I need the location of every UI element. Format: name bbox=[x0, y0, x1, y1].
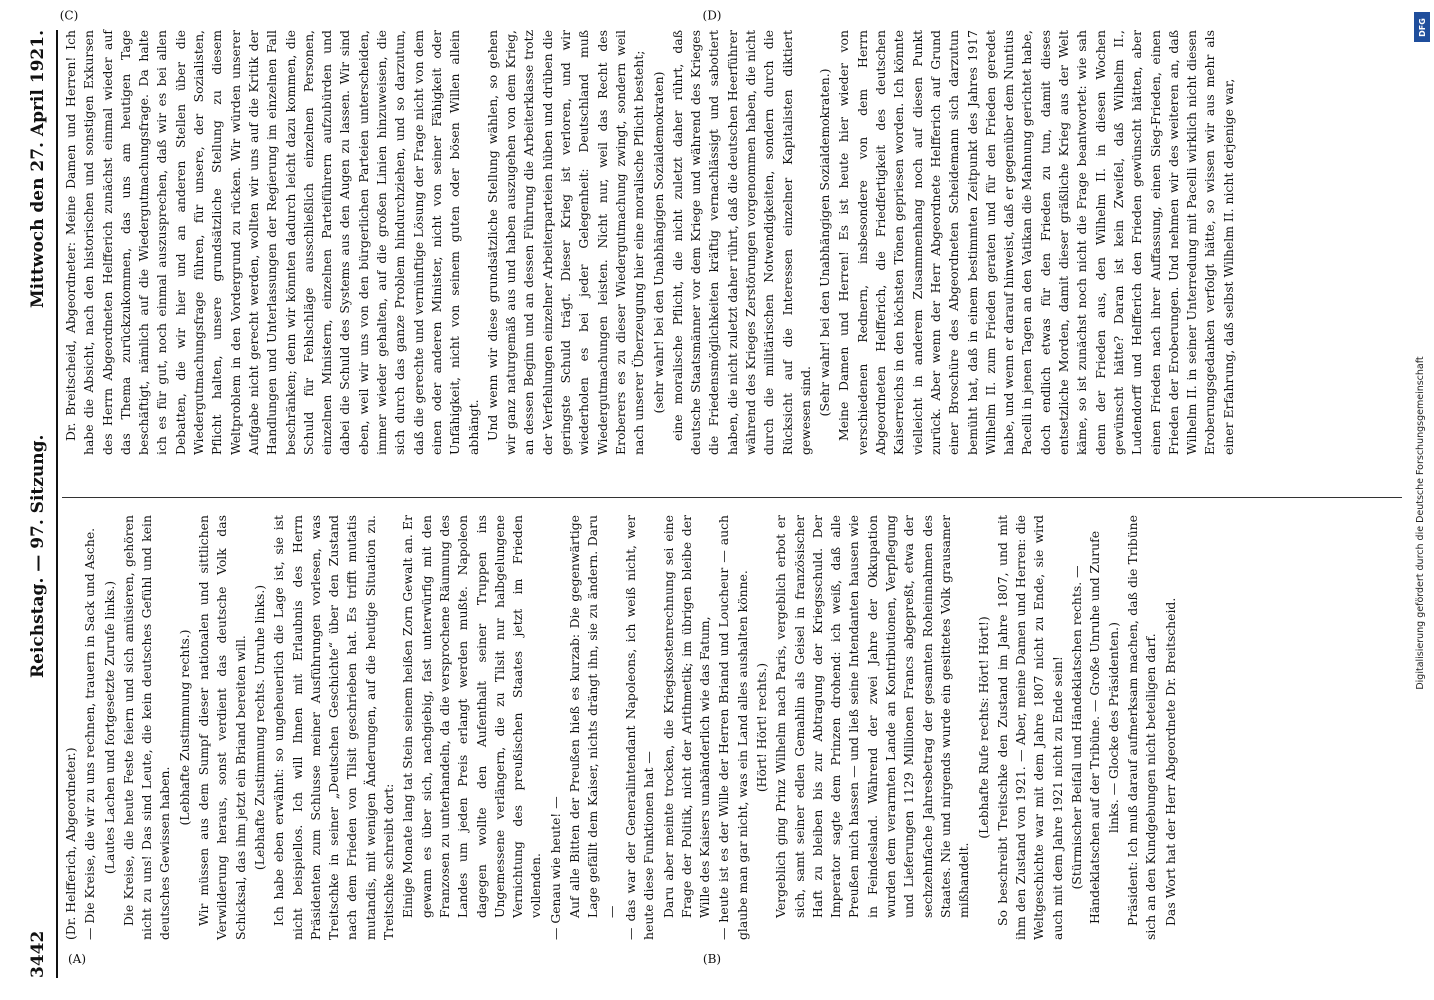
left-column-paragraph: Auf alle Bitten der Preußen hieß es kurzab: Die gegenwärtige Lage gefällt dem Kaiser, nichts drängt ihn, sie zu ändern. Daru — bbox=[567, 515, 619, 918]
left-column-paragraph: — das war der Generalintendant Napoleons, ich weiß nicht, wer heute diese Funktionen hat — bbox=[622, 515, 657, 940]
right-column-paragraph: Und wenn wir diese grundsätzliche Stellung wählen, so gehen wir ganz naturgemäß aus und haben auszugehen von dem Krieg, an dessen Beginn und an dessen Führung die Arbeiterklasse trotz der Verfehlungen einzelner Arbeiterparteien hüben und drüben die geringste Schuld trägt. Dieser Krieg ist verloren, und wir wiederholen es bei jeder Gelegenheit: Deutschland muß Wiedergutmachungen leisten. Nicht nur, weil das Recht des Eroberers es zu dieser Wiedergutmachung zwingt, sondern weil nach unserer Überzeugung hier eine moralische Pflicht besteht; bbox=[484, 30, 647, 455]
left-column-paragraph: Präsident: Ich muß darauf aufmerksam machen, daß die Tribüne sich an den Kundgebungen nicht beteiligen darf. bbox=[1124, 515, 1159, 940]
left-column-paragraph: (Stürmischer Beifall und Händeklatschen rechts. — Händeklatschen auf der Tribüne. — Große Unruhe und Zurufe links. — Glocke des Präsidenten.) bbox=[1069, 530, 1121, 925]
left-column-paragraph: — heute ist es der Wille der Herren Briand und Loucheur — auch glaube man gar nicht, was ein Land alles aushalten könne. bbox=[716, 515, 750, 940]
left-column-paragraph: (Hört! Hört! rechts.) bbox=[753, 662, 769, 793]
left-column-paragraph: — Genau wie heute! — bbox=[547, 796, 563, 940]
left-column-paragraph: Vergeblich ging Prinz Wilhelm nach Paris, vergeblich erbot er sich, samt seiner edlen Gemahlin als Geisel in französischer Haft zu bleiben bis zur Abtragung der Kriegsschuld. Der Imperator sagte dem Prinzen drohend: ich weiß, daß alle Preußen mich hassen — und ließ seine Intendanten hausen wie in Feindesland. Während der zwei Jahre der Okkupation wurden dem verarmten Lande an Kontributionen, Verpflegung und Lieferungen 1129 Millionen Francs abgepreßt, etwa der sechzehnfache Jahresbetrag der gesamten Roheinnahmen des Staates. Nie und nirgends wurde ein gesittetes Volk grausamer mißhandelt. bbox=[773, 515, 972, 918]
left-column-paragraph: So beschreibt Treitschke den Zustand im Jahre 1807, und mit ihm den Zustand von 1921. — Aber, meine Damen und Herren: die Weltgeschichte war mit dem Jahre 1807 nicht zu Ende, sie wird auch mit dem Jahre 1921 nicht zu Ende sein! bbox=[994, 515, 1065, 940]
left-column-paragraph: Einige Monate lang tat Stein seinem heißen Zorn Gewalt an. Er gewann es über sich, nachgiebig, fast unterwürfig mit den Franzosen zu unterhandeln, da die versprochene Räumung des Landes um jeden Preis erlangt werden mußte. Napoleon dagegen wollte den Aufenthalt seiner Truppen ins Ungemessene verlängern, die zu Tilsit nur halbgelungene Vernichtung des preußischen Staates jetzt im Frieden vollenden. bbox=[400, 515, 544, 918]
left-column-paragraph: (Lautes Lachen und fortgesetzte Zurufe links.) bbox=[101, 580, 117, 875]
margin-marker-d: (D) bbox=[702, 8, 722, 23]
page-number: 3442 bbox=[28, 930, 48, 978]
digitization-credit: Digitalisierung gefördert durch die Deutsche Forschungsgemeinschaft bbox=[1415, 356, 1426, 690]
left-column-paragraph: Ich habe eben erwähnt: so ungeheuerlich die Lage ist, sie ist nicht beispiellos. Ich will Ihnen mit Erlaubnis des Herrn Präsidenten zum Schlusse meiner Ausführungen vorlesen, was Treitschke in seiner „Deutschen Geschichte“ über den Zustand nach dem Frieden von Tilsit geschrieben hat. Es trifft mutatis mutandis, mit wenigen Änderungen, auf die heutige Situation zu. Treitschke schreibt dort: bbox=[271, 515, 397, 940]
left-column-paragraph: (Lebhafte Rufe rechts: Hört! Hört!) bbox=[975, 616, 991, 839]
left-column-paragraph: Das Wort hat der Herr Abgeordnete Dr. Breitscheid. bbox=[1162, 597, 1178, 926]
left-column-paragraph: Wir müssen aus dem Sumpf dieser nationalen und sittlichen Verwilderung heraus, sonst verdient das deutsche Volk das Schicksal, das ihm jetzt ein Briand bereiten will. bbox=[196, 515, 248, 940]
left-column-paragraph: (Lebhafte Zustimmung rechts. Unruhe links.) bbox=[251, 584, 267, 871]
digitization-sidebar bbox=[1412, 6, 1432, 994]
dfg-logo: DFG bbox=[1414, 12, 1430, 42]
left-column-paragraph: Die Kreise, die heute Feste feiern und sich amüsieren, gehören nicht zu uns! Das sind Leute, die kein deutsches Gefühl und kein deutsches Gewissen haben. bbox=[120, 515, 173, 940]
left-text-column bbox=[62, 515, 1181, 940]
session-title: Reichstag. — 97. Sitzung. bbox=[28, 434, 48, 678]
right-column-paragraph: (Sehr wahr! bei den Unabhängigen Sozialdemokraten.) bbox=[817, 68, 833, 417]
left-column-paragraph: Daru aber meinte trocken, die Kriegskostenrechnung sei eine Frage der Politik, nicht der Arithmetik; im übrigen bleibe der Wille des Kaisers unabänderlich wie das Fatum, bbox=[660, 515, 713, 918]
left-column-paragraph: — Die Kreise, die wir zu uns rechnen, trauern in Sack und Asche. bbox=[82, 527, 98, 940]
right-column-paragraph: Meine Damen und Herren! Es ist heute hier wieder von verschiedenen Rednern, insbesondere von dem Herrn Abgeordneten Helfferich, die Friedfertigkeit des deutschen Kaiserreichs in den höchsten Tönen gepriesen worden. Ich könnte vielleicht in anderem Zusammenhang noch auf diesen Punkt zurück. Aber wenn der Herr Abgeordnete Helfferich auf Grund einer Broschüre des Abgeordneten Scheidemann sich darzutun bemüht hat, daß in einem bestimmten Zeitpunkt des Jahres 1917 Wilhelm II. zum Frieden geraten und für den Frieden geredet habe, und wenn er darauf hinweist, daß er gegenüber dem Nuntius Pacelli in jenen Tagen an den Vatikan die Mahnung gerichtet habe, doch endlich etwas für den Frieden zu tun, damit dieses entsetzliche Morden, damit dieser gräßliche Krieg aus der Welt käme, so ist zunächst noch nicht die Frage beantwortet: wie sah denn der Frieden aus, den Wilhelm II. in diesen Wochen gewünscht hätte? Daran ist kein Zweifel, daß Wilhelm II., Ludendorff und Helfferich den Frieden gewünscht hätten, aber einen Frieden nach ihrer Auffassung, einen Sieg-Frieden, einen Frieden der Eroberungen. Und nehmen wir des weiteren an, daß Wilhelm II. in seiner Unterredung mit Pacelli wirklich nicht diesen Eroberungsgedanken verfolgt hätte, so wissen wir aus mehr als einer Erfahrung, daß selbst Wilhelm II. nicht derjenige war, bbox=[836, 30, 1236, 455]
page-header bbox=[4, 30, 58, 978]
column-divider bbox=[62, 497, 1402, 498]
right-column-paragraph: (sehr wahr! bei den Unabhängigen Sozialdemokraten) bbox=[650, 71, 666, 414]
left-column-paragraph: (Lebhafte Zustimmung rechts.) bbox=[176, 629, 192, 826]
left-column-paragraph: (Dr. Helfferich, Abgeordneter.) bbox=[63, 747, 78, 940]
margin-marker-c: (C) bbox=[59, 8, 79, 23]
margin-marker-b: (B) bbox=[702, 951, 722, 966]
margin-marker-a: (A) bbox=[67, 951, 87, 966]
right-column-paragraph: eine moralische Pflicht, die nicht zuletzt daher rührt, daß deutsche Staatsmänner vor dem Kriege und während des Krieges die Friedensmöglichkeiten kräftig vernachlässigt und sabotiert haben, die nicht zuletzt daher rührt, daß die deutschen Heerführer während des Krieges Zerstörungen vorgenommen haben, die nicht durch die militärischen Notwendigkeiten, sondern durch die Rücksicht auf die Interessen einzelner Kapitalisten diktiert gewesen sind. bbox=[669, 30, 813, 455]
right-column-paragraph: Dr. Breitscheid, Abgeordneter: Meine Damen und Herren! Ich habe die Absicht, nach den historischen und sonstigen Exkursen des Herrn Abgeordneten Helfferich zunächst einmal wieder auf das Thema zurückzukommen, das uns am heutigen Tage beschäftigt, nämlich auf die Wiedergutmachungsfrage. Da halte ich es für gut, noch einmal auszusprechen, daß wir es bei allen Debatten, die wir hier und an anderen Stellen über die Wiedergutmachungsfrage führen, für unsere, der Sozialisten, Pflicht halten, unsere grundsätzliche Stellung zu diesem Weltproblem in den Vordergrund zu rücken. Wir würden unserer Aufgabe nicht gerecht werden, wollten wir uns auf die Kritik der Handlungen und Unterlassungen der Regierung im einzelnen Fall beschränken; denn wir könnten dadurch leicht dazu kommen, die Schuld für Fehlschläge ausschließlich einzelnen Personen, einzelnen Ministern, einzelnen Parteiführern aufzubürden und dabei die Schuld des Systems aus den Augen zu lassen. Wir sind eben, weil wir uns von den bürgerlichen Parteien unterscheiden, immer wieder gehalten, auf die großen Linien hinzuweisen, die sich durch das ganze Problem hindurchziehen, und so darzutun, daß die gerechte und vernünftige Lösung der Frage nicht von dem einen oder anderen Minister, nicht von seiner Fähigkeit oder Unfähigkeit, nicht von seinem guten oder bösen Willen allein abhängt. bbox=[63, 30, 481, 455]
session-date: Mittwoch den 27. April 1921. bbox=[28, 30, 48, 309]
right-text-column bbox=[62, 30, 1239, 455]
